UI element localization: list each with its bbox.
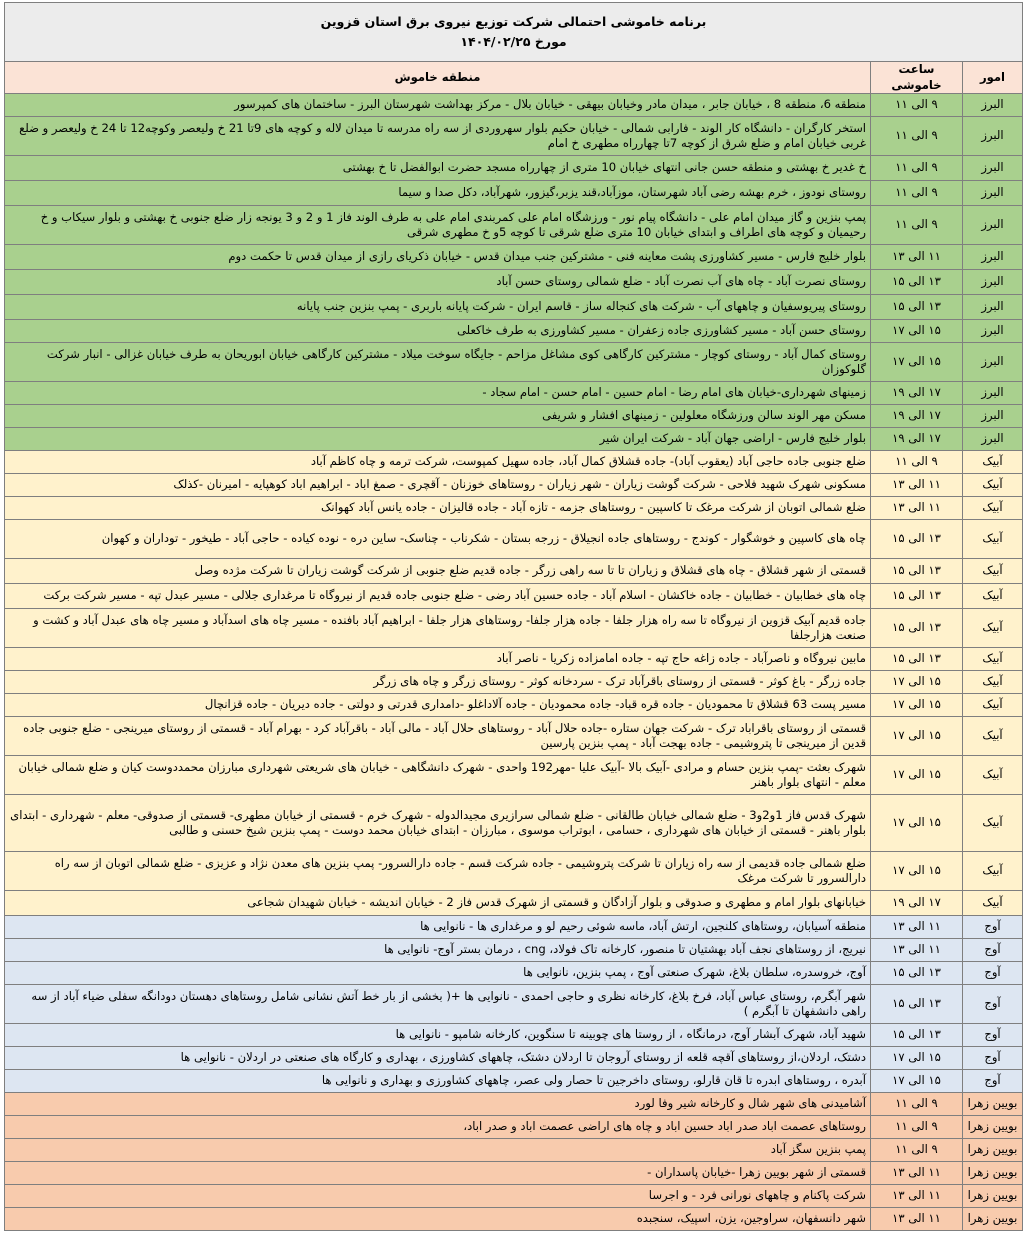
region-cell: مسکن مهر الوند سالن ورزشگاه معلولین - زمینهای افشار و شریفی [5,405,871,428]
table-row [5,451,1023,474]
table-row [5,1070,1023,1093]
region-cell: قسمتی از روستای باقراباد ترک - شرکت جهان ستاره -جاده حلال آباد - روستاهای حلال آباد - مالی آباد - باقرآباد کرد - بهرام آباد - قسمتی از روستای میرینجی - ضلع جنوبی جاده قدین از میرینجی تا پتروشیمی - جاده بهجت آباد - پمپ بنزین پارسین [5,717,871,756]
table-row [5,343,1023,382]
area-cell: آبیک [963,520,1023,559]
region-cell: روستاهای عصمت اباد صدر اباد حسین اباد و چاه های اراضی عصمت اباد و صدر اباد، [5,1116,871,1139]
table-row [5,756,1023,795]
table-row [5,270,1023,295]
region-cell: شهر آبگرم، روستای عباس آباد، فرخ بلاغ، کارخانه نظری و حاجی احمدی - نانوایی ها +( بخشی از بار خط آتش نشانی شامل روستاهای دهستان دودانگه سفلی ضیاء آباد از سه راهی دانشفهان تا آبگرم ) [5,985,871,1024]
time-cell: ۱۳ الی ۱۵ [871,648,963,671]
area-cell: آبیک [963,474,1023,497]
time-cell: ۱۷ الی ۱۹ [871,891,963,916]
time-cell: ۹ الی ۱۱ [871,117,963,156]
region-cell: منطقه 6، منطقه 8 ، خیابان جابر ، میدان مادر وخیابان بیهقی - خیابان بلال - مرکز بهداشت شهرستان البرز - ساختمان های کمپرسور [5,94,871,117]
table-row [5,694,1023,717]
region-cell: جاده قدیم آبیک قزوین از نیروگاه تا سه راه هزار جلفا - جاده هزار جلفا- روستاهای هزار جلفا - ابراهیم آباد بافنده - مسیر چاه های اسدآباد و مسیر چاه های عبدل آباد و کشت و صنعت هزارجلفا [5,609,871,648]
table-row [5,1139,1023,1162]
region-cell: پمپ بنزین و گاز میدان امام علی - دانشگاه پیام نور - ورزشگاه امام علی کمربندی امام علی به طرف الوند فاز 1 و 2 و 3 یونجه زار ضلع جنوبی خ بهشتی و بلوار سیکاب و خ رحیمیان و کوچه های اطراف و ابتدای خیابان 10 متری ضلع شرقی تا کوچه 5و خ مطهری شرقی [5,206,871,245]
time-cell: ۱۱ الی ۱۳ [871,1185,963,1208]
region-cell: روستای نصرت آباد - چاه های آب نصرت آباد - ضلع شمالی روستای حسن آباد [5,270,871,295]
table-row [5,985,1023,1024]
table-row [5,497,1023,520]
time-cell: ۱۳ الی ۱۵ [871,559,963,584]
time-cell: ۱۱ الی ۱۳ [871,474,963,497]
area-cell: آوج [963,1070,1023,1093]
outage-table [4,2,1023,1231]
area-cell: آبیک [963,648,1023,671]
region-cell: شهر دانسفهان، سراوجین، یزن، اسپیک، سنجبده [5,1208,871,1231]
time-cell: ۱۷ الی ۱۹ [871,382,963,405]
area-cell: بویین زهرا [963,1093,1023,1116]
area-cell: آبیک [963,559,1023,584]
table-row [5,962,1023,985]
time-cell: ۱۳ الی ۱۵ [871,1024,963,1047]
area-cell: آبیک [963,451,1023,474]
region-cell: ضلع جنوبی جاده حاجی آباد (یعقوب آباد)- جاده قشلاق کمال آباد، جاده سهیل کمپوست، شرکت ترمه و چاه کاظم آباد [5,451,871,474]
column-header-row [5,62,1023,94]
table-row [5,1162,1023,1185]
table-row [5,1116,1023,1139]
region-cell: شهرک قدس فاز 1و2و3 - ضلع شمالی خیابان طالقانی - ضلع شمالی سرازیری مجیدالدوله - شهرک خرم - قسمتی از خیابان مطهری- قسمتی از صدوقی- معلم - شهرداری - ابتدای بلوار باهنر - قسمتی از خیابان های شهرداری ، حسامی ، ابوتراب موسوی ، مبارزان - ابتدای خیابان محمد دوست - پمپ بنزین شیخ حسنی و طالبی [5,795,871,852]
time-cell: ۱۵ الی ۱۷ [871,320,963,343]
area-cell: آبیک [963,795,1023,852]
time-cell: ۱۵ الی ۱۷ [871,717,963,756]
area-cell: آبیک [963,671,1023,694]
region-cell: شهرک بعثت -پمپ بنزین حسام و مرادی -آبیک بالا -آبیک علیا -مهر192 واحدی - شهرک دانشگاهی - خیابان های شریعتی شهرداری مبارزان محمددوست کیان و ضلع شمالی خیابان معلم - انتهای بلوار باهنر [5,756,871,795]
table-row [5,245,1023,270]
region-cell: شهید آباد، شهرک آبشار آوج، درمانگاه ، از روستا های چوبینه تا سنگوین، کارخانه شامپو - نانوایی ها [5,1024,871,1047]
time-cell: ۹ الی ۱۱ [871,1093,963,1116]
table-row [5,584,1023,609]
table-row [5,717,1023,756]
header-box [5,3,1023,62]
area-cell: آوج [963,985,1023,1024]
area-cell: آبیک [963,497,1023,520]
area-cell: بویین زهرا [963,1116,1023,1139]
page-title: برنامه خاموشی احتمالی شرکت توزیع نیروی برق استان قزوین [320,14,707,29]
table-row [5,939,1023,962]
time-cell: ۱۱ الی ۱۳ [871,1208,963,1231]
area-cell: البرز [963,295,1023,320]
area-cell: البرز [963,117,1023,156]
region-cell: بلوار خلیج فارس - مسیر کشاورزی پشت معاینه فنی - مشترکین جنب میدان قدس - خیابان ذکریای رازی از میدان قدس تا حکمت دوم [5,245,871,270]
time-cell: ۹ الی ۱۱ [871,94,963,117]
table-row [5,1024,1023,1047]
area-cell: آوج [963,1047,1023,1070]
time-cell: ۹ الی ۱۱ [871,451,963,474]
area-cell: آوج [963,1024,1023,1047]
region-cell: بلوار خلیج فارس - اراضی جهان آباد - شرکت ایران شیر [5,428,871,451]
area-cell: بویین زهرا [963,1208,1023,1231]
table-row [5,295,1023,320]
area-cell: آبیک [963,694,1023,717]
time-cell: ۱۳ الی ۱۵ [871,520,963,559]
area-cell: البرز [963,382,1023,405]
region-cell: نیریج، از روستاهای نجف آباد بهشتیان تا منصور، کارخانه تاک فولاد، cng ، درمان بستر آوج- نانوایی ها [5,939,871,962]
region-cell: دشتک، اردلان،از روستاهای آقچه قلعه از روستای آروجان تا اردلان دشتک، چاههای کشاورزی ، بهداری و کارگاه های صنعتی در اردلان - نانوایی ها [5,1047,871,1070]
region-cell: چاه های خطابیان - خطابیان - جاده خاکشان - اسلام آباد - جاده حسین آباد رضی - ضلع جنوبی جاده قدیم از نیروگاه تا مرغداری جلالی - مسیر عبدل تپه - مسیر شرکت برکت [5,584,871,609]
table-row [5,1093,1023,1116]
region-cell: ضلع شمالی جاده قدیمی از سه راه زیاران تا شرکت پتروشیمی - جاده شرکت قسم - جاده دارالسرور- پمپ بنزین های معدن نژاد و عزیزی - ضلع شمالی اتوبان از سه راه دارالسرور تا شرکت مرغک [5,852,871,891]
time-cell: ۹ الی ۱۱ [871,156,963,181]
area-cell: آبیک [963,717,1023,756]
time-cell: ۱۳ الی ۱۵ [871,609,963,648]
table-row [5,156,1023,181]
region-cell: آشامیدنی های شهر شال و کارخانه شیر وفا لورد [5,1093,871,1116]
region-cell: خیابانهای بلوار امام و مطهری و صدوقی و بلوار آزادگان و قسمتی از شهرک قدس فاز 2 - خیابان اندیشه - خیابان شهیدان شجاعی [5,891,871,916]
table-row [5,559,1023,584]
table-row [5,1047,1023,1070]
area-cell: بویین زهرا [963,1162,1023,1185]
area-cell: بویین زهرا [963,1139,1023,1162]
region-cell: استخر کارگران - دانشگاه کار الوند - فارابی شمالی - خیابان حکیم بلوار سهروردی از سه راه مدرسه تا میدان لاله و کوچه های 9تا 21 خ ولیعصر وکوچه12 تا 24 خ ولیعصر و ضلع غربی خیابان امام و ضلع شرق از کوچه 7تا چهارراه مطهری خ امام [5,117,871,156]
area-cell: البرز [963,156,1023,181]
table-row [5,320,1023,343]
area-cell: البرز [963,181,1023,206]
region-cell: آبدره ، روستاهای ابدره تا قان قارلو، روستای داخرجین تا حصار ولی عصر، چاههای کشاورزی و بهداری و نانوایی ها [5,1070,871,1093]
time-cell: ۱۵ الی ۱۷ [871,795,963,852]
region-cell: منطقه آسیابان، روستاهای کلنجین، ارتش آباد، ماسه شوئی رحیم لو و مرغداری ها - نانوایی ها [5,916,871,939]
table-row [5,428,1023,451]
table-row [5,916,1023,939]
time-cell: ۱۵ الی ۱۷ [871,671,963,694]
time-cell: ۱۳ الی ۱۵ [871,584,963,609]
table-row [5,382,1023,405]
area-cell: البرز [963,245,1023,270]
column-header-time: ساعت خاموشی [871,62,963,94]
region-cell: پمپ بنزین سگز آباد [5,1139,871,1162]
region-cell: خ غدیر خ بهشتی و منطقه حسن جانی انتهای خیابان 10 متری از چهارراه مسجد حضرت ابوالفضل تا خ بهشتی [5,156,871,181]
region-cell: مسیر پست 63 قشلاق تا محمودیان - جاده قره قباد- جاده محمودیان - جاده آلاداغلو -دامداری قدرتی و دولتی - جاده دیریان - جاده قزانچال [5,694,871,717]
region-cell: چاه های کاسپین و خوشگوار - کوندج - روستاهای جاده انجیلاق - زرجه بستان - شکرناب - چناسک- ساین دره - نوده کیاده - حاجی آباد - طیخور - توداران و کهوان [5,520,871,559]
area-cell: آوج [963,916,1023,939]
region-cell: روستای حسن آباد - مسیر کشاورزی جاده زعفران - مسیر کشاورزی به طرف خاکعلی [5,320,871,343]
table-row [5,474,1023,497]
time-cell: ۱۱ الی ۱۳ [871,939,963,962]
time-cell: ۱۳ الی ۱۵ [871,270,963,295]
table-row [5,648,1023,671]
region-cell: قسمتی از شهر بویین زهرا -خیابان پاسداران - [5,1162,871,1185]
time-cell: ۱۵ الی ۱۷ [871,1047,963,1070]
region-cell: مسکونی شهرک شهید فلاحی - شرکت گوشت زیاران - شهر زیاران - روستاهای خوزنان - آقچری - صمغ اباد - ابراهیم اباد کوهپایه - امیرنان -کذلک [5,474,871,497]
time-cell: ۱۵ الی ۱۷ [871,852,963,891]
table-row [5,891,1023,916]
table-row [5,1185,1023,1208]
area-cell: آوج [963,962,1023,985]
time-cell: ۹ الی ۱۱ [871,181,963,206]
area-cell: آبیک [963,584,1023,609]
table-row [5,117,1023,156]
title-row [5,3,1023,62]
region-cell: قسمتی از شهر قشلاق - چاه های قشلاق و زیاران تا تا سه راهی زرگر - جاده قدیم ضلع جنوبی از شرکت گوشت زیاران تا شرکت مژده وصل [5,559,871,584]
time-cell: ۹ الی ۱۱ [871,1139,963,1162]
time-cell: ۱۵ الی ۱۷ [871,1070,963,1093]
region-cell: روستای پیریوسفیان و چاههای آب - شرکت های کنجاله ساز - قاسم ایران - شرکت پایانه باربری - پمپ بنزین جنب پایانه [5,295,871,320]
time-cell: ۱۱ الی ۱۳ [871,497,963,520]
time-cell: ۱۷ الی ۱۹ [871,428,963,451]
table-row [5,181,1023,206]
time-cell: ۱۱ الی ۱۳ [871,1162,963,1185]
table-row [5,520,1023,559]
area-cell: البرز [963,428,1023,451]
area-cell: البرز [963,270,1023,295]
area-cell: آبیک [963,891,1023,916]
time-cell: ۱۷ الی ۱۹ [871,405,963,428]
schedule-date: مورخ ۱۴۰۴/۰۲/۲۵ [460,34,567,49]
column-header-region: منطقه خاموش [5,62,871,94]
table-row [5,795,1023,852]
area-cell: البرز [963,405,1023,428]
table-row [5,671,1023,694]
area-cell: البرز [963,94,1023,117]
time-cell: ۱۵ الی ۱۷ [871,343,963,382]
area-cell: بویین زهرا [963,1185,1023,1208]
time-cell: ۱۱ الی ۱۳ [871,916,963,939]
outage-sheet [4,2,1022,1252]
region-cell: ضلع شمالی اتوبان از شرکت مرغک تا کاسپین - روستاهای جزمه - تازه آباد - جاده قالیزان - جاده یانس آباد کهوانک [5,497,871,520]
area-cell: البرز [963,206,1023,245]
time-cell: ۱۵ الی ۱۷ [871,694,963,717]
time-cell: ۹ الی ۱۱ [871,1116,963,1139]
region-cell: زمینهای شهرداری-خیابان های امام رضا - امام حسین - امام حسن - امام سجاد - [5,382,871,405]
area-cell: آبیک [963,852,1023,891]
area-cell: آبیک [963,609,1023,648]
table-row [5,1208,1023,1231]
region-cell: روستای کمال آباد - روستای کوچار - مشترکین کارگاهی کوی مشاغل مزاحم - جایگاه سوخت میلاد - مشترکین کارگاهی خیابان ابوریحان به طرف خیابان غزالی - انبار شرکت گلوکوزان [5,343,871,382]
table-row [5,852,1023,891]
area-cell: آبیک [963,756,1023,795]
area-cell: آوج [963,939,1023,962]
time-cell: ۱۵ الی ۱۷ [871,756,963,795]
time-cell: ۹ الی ۱۱ [871,206,963,245]
region-cell: روستای نودوز ، خرم بهشه رضی آباد شهرستان، موزآباد،قند یزبر،گیزور، شهرآباد، دکل صدا و سیما [5,181,871,206]
region-cell: جاده زرگر - باغ کوثر - قسمتی از روستای باقرآباد ترک - سردخانه کوثر - روستای زرگر و چاه های زرگر [5,671,871,694]
time-cell: ۱۳ الی ۱۵ [871,962,963,985]
region-cell: آوج، خروسدره، سلطان بلاغ، شهرک صنعتی آوج ، پمپ بنزین، نانوایی ها [5,962,871,985]
time-cell: ۱۳ الی ۱۵ [871,985,963,1024]
column-header-area: امور [963,62,1023,94]
region-cell: شرکت پاکنام و چاههای نورانی فرد - و اجرسا [5,1185,871,1208]
table-row [5,609,1023,648]
area-cell: البرز [963,343,1023,382]
table-row [5,94,1023,117]
table-row [5,405,1023,428]
time-cell: ۱۳ الی ۱۵ [871,295,963,320]
time-cell: ۱۱ الی ۱۳ [871,245,963,270]
region-cell: مابین نیروگاه و ناصرآباد - جاده زاغه حاج تپه - جاده امامزاده زکریا - ناصر آباد [5,648,871,671]
table-row [5,206,1023,245]
area-cell: البرز [963,320,1023,343]
